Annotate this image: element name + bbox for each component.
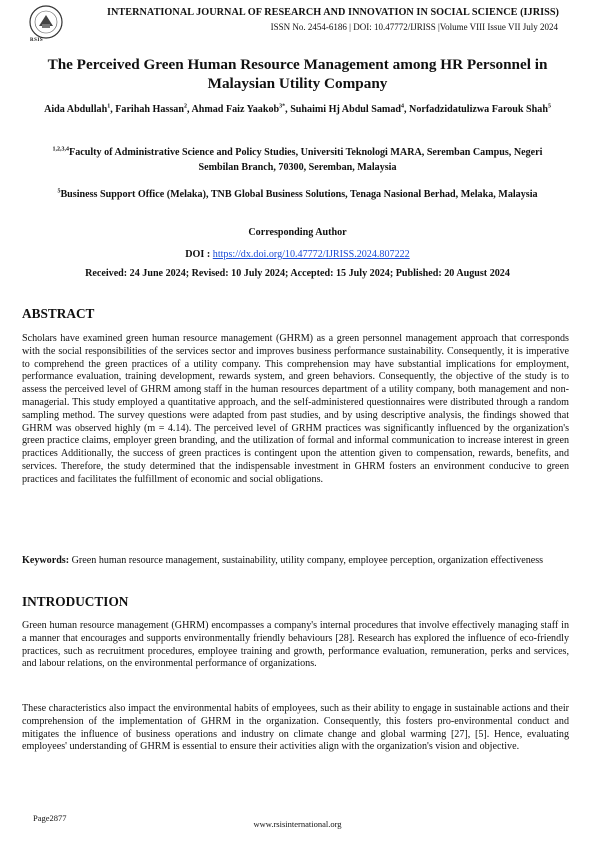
author-sup: 5 — [547, 103, 551, 110]
affiliation-sup: 1,2,3,4 — [52, 146, 70, 153]
logo-label: RSIS — [30, 38, 44, 43]
journal-name: INTERNATIONAL JOURNAL OF RESEARCH AND INNOVATION IN SOCIAL SCIENCE (IJRISS) — [107, 7, 559, 18]
introduction-paragraph-1: Green human resource management (GHRM) encompasses a company's internal procedures that involve effectively managing staff in a manner that encourages and supports environmentally friendly behaviours [28]. Research has explored the influence of eco-friendly practices, such as recruitment procedures, employee training and growth, performance evaluation, remuneration, perks and services, and labour relations, on the environmental performance of organizations. — [22, 620, 569, 670]
author-name: Aida Abdullah — [44, 104, 108, 115]
affiliation-text: Business Support Office (Melaka), TNB Global Business Solutions, Tenaga Nasional Berhad, Melaka, Malaysia — [60, 189, 538, 200]
affiliation-text: Faculty of Administrative Science and Policy Studies, Universiti Teknologi MARA, Seremban Campus, Negeri Sembilan Branch, 70300, Seremban, Malaysia — [69, 147, 543, 173]
introduction-heading: INTRODUCTION — [22, 594, 129, 609]
affiliation-sup: 5 — [57, 188, 61, 195]
author-name: Norfadzidatulizwa Farouk Shah — [409, 104, 548, 115]
page-number: Page2877 — [33, 813, 67, 823]
doi-line — [0, 249, 595, 260]
corresponding-author: Corresponding Author — [248, 227, 347, 238]
author-name: Suhaimi Hj Abdul Samad — [290, 104, 401, 115]
affiliation-2 — [34, 187, 561, 202]
paper-title: The Perceived Green Human Resource Management among HR Personnel in Malaysian Utility Company — [47, 56, 548, 92]
keywords-label: Keywords: — [22, 555, 70, 566]
doi-label: DOI : — [185, 249, 211, 260]
issn-doi-line: ISSN No. 2454-6186 | DOI: 10.47772/IJRISS |Volume VIII Issue VII July 2024 — [270, 22, 558, 32]
author-sup: 2 — [183, 103, 187, 110]
keywords-text: Green human resource management, sustainability, utility company, employee perception, organization effectiveness — [69, 555, 544, 566]
keywords — [22, 555, 569, 568]
doi-link[interactable]: https://dx.doi.org/10.47772/IJRISS.2024.807222 — [212, 249, 410, 260]
affiliation-1 — [34, 145, 561, 175]
abstract-text: Scholars have examined green human resource management (GHRM) as a green personnel management approach that corresponds with the social responsibilities of the services sector and improves business performance sustainability. Consequently, it is imperative to comprehend the green practices of a utility company. This comprehension may have substantial implications for employment, performance evaluation, training development, rewards system, and green behaviors. Consequently, the objective of the study is to assess the perceived level of GHRM among staff in the human resources department of a utility company, both management and non-managerial. This study employed a quantitative approach, and the self-administered questionnaires were distributed through a random sampling method. The survey questions were adapted from past studies, and by using descriptive analysis, the findings showed that GHRM was observed highly (m = 4.14). The perceived level of GRHM practices was significantly influenced by the organization's green practice claims, employer green branding, and the utilization of formal and informal communication to increase interest in green practices Additionally, the success of green practices is contingent upon the attention given to compensation, rewards, benefits, and services. Therefore, the study determined that the indispensable investment in GHRM fosters an environment conducive to green practices and facilitates the fulfillment of economic and social obligations. — [22, 333, 569, 485]
footer-url: www.rsisinternational.org — [253, 819, 342, 829]
author-name: Farihah Hassan — [115, 104, 184, 115]
author-sup: 3* — [279, 103, 286, 110]
publication-dates: Received: 24 June 2024; Revised: 10 July 2024; Accepted: 15 July 2024; Published: 20 August 2024 — [85, 268, 510, 279]
author-sup: 4 — [400, 103, 404, 110]
introduction-paragraph-2: These characteristics also impact the environmental habits of employees, such as their ability to engage in sustainable actions and their comprehension of the implementation of GHRM in the organization. Consequently, this fosters pro-environmental conduct and mitigates the influence of business operations and industry on climate change and global warming [27], [5]. Hence, evaluating employees' understanding of GHRM is essential to ensure their activities align with the organization's vision and objective. — [22, 703, 569, 753]
author-name: Ahmad Faiz Yaakob — [191, 104, 280, 115]
author-sup: 1 — [107, 103, 111, 110]
abstract-heading: ABSTRACT — [22, 306, 95, 321]
author-list: Aida Abdullah$^1$, Farihah Hassan$^2$, Ahmad Faiz Yaakob$^{3*}$, Suhaimi Hj Abdul Samad$^4$, Norfadzidatulizwa Farouk Shah$^5$ — [44, 103, 551, 115]
